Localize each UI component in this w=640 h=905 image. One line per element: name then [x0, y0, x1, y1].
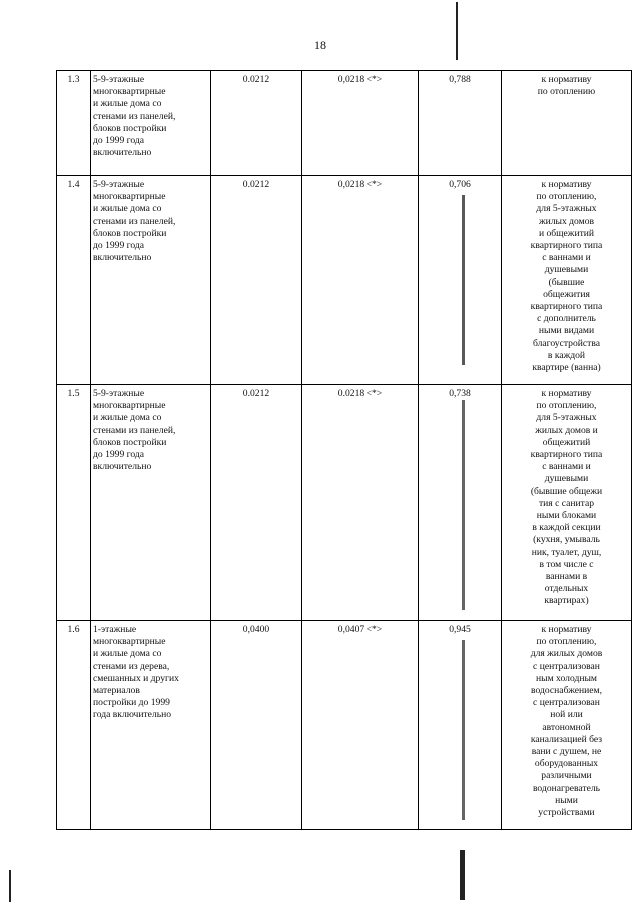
table-row [57, 71, 632, 176]
building-description: 5-9-этажные многоквартирные и жилые дома со стенами из панелей, блоков постройки до 1999 года включительно [91, 71, 211, 176]
row-number: 1.3 [57, 71, 91, 176]
note: к нормативу по отоплению [502, 71, 632, 176]
row-number: 1.6 [57, 621, 91, 830]
value-2: 0.0218 <*> [302, 385, 419, 621]
tariff-table [56, 70, 632, 830]
value-1: 0.0212 [211, 176, 302, 385]
coefficient: 0,706 [419, 176, 502, 385]
note: к нормативу по отоплению, для 5-этажных жилых домов и общежитий квартирного типа с ваннами и душевыми (бывшие общежи тия с санитар ными блоками в каждой секции (кухня, умываль ник, туалет, душ, в том числе с ваннами в отдельных квартирах) [502, 385, 632, 621]
building-description: 1-этажные многоквартирные и жилые дома со стенами из дерева, смешанных и других материалов постройки до 1999 года включительно [91, 621, 211, 830]
value-1: 0,0400 [211, 621, 302, 830]
note: к нормативу по отоплению, для жилых домов с централизован ным холодным водоснабжением, с централизован ной или автономной канализацией без вани с душем, не оборудованных различными водонагреватель ными устройствами [502, 621, 632, 830]
value-1: 0.0212 [211, 385, 302, 621]
value-2: 0,0218 <*> [302, 71, 419, 176]
table-row [57, 385, 632, 621]
scan-artifact [9, 870, 11, 902]
scan-artifact [462, 195, 465, 365]
row-number: 1.4 [57, 176, 91, 385]
building-description: 5-9-этажные многоквартирные и жилые дома со стенами из панелей, блоков постройки до 1999 года включительно [91, 176, 211, 385]
value-1: 0.0212 [211, 71, 302, 176]
value-2: 0,0407 <*> [302, 621, 419, 830]
coefficient: 0,738 [419, 385, 502, 621]
scan-artifact [456, 2, 458, 60]
scan-artifact [460, 850, 465, 900]
value-2: 0,0218 <*> [302, 176, 419, 385]
row-number: 1.5 [57, 385, 91, 621]
table-row [57, 621, 632, 830]
page-number: 18 [314, 38, 326, 52]
scan-artifact [462, 400, 465, 610]
scan-artifact [462, 640, 465, 820]
coefficient: 0,788 [419, 71, 502, 176]
building-description: 5-9-этажные многоквартирные и жилые дома со стенами из панелей, блоков постройки до 1999 года включительно [91, 385, 211, 621]
note: к нормативу по отоплению, для 5-этажных жилых домов и общежитий квартирного типа с ваннами и душевыми (бывшие общежития квартирного типа с дополнитель ными видами благоустройства в каждой квартире (ванна) [502, 176, 632, 385]
table-row [57, 176, 632, 385]
coefficient: 0,945 [419, 621, 502, 830]
